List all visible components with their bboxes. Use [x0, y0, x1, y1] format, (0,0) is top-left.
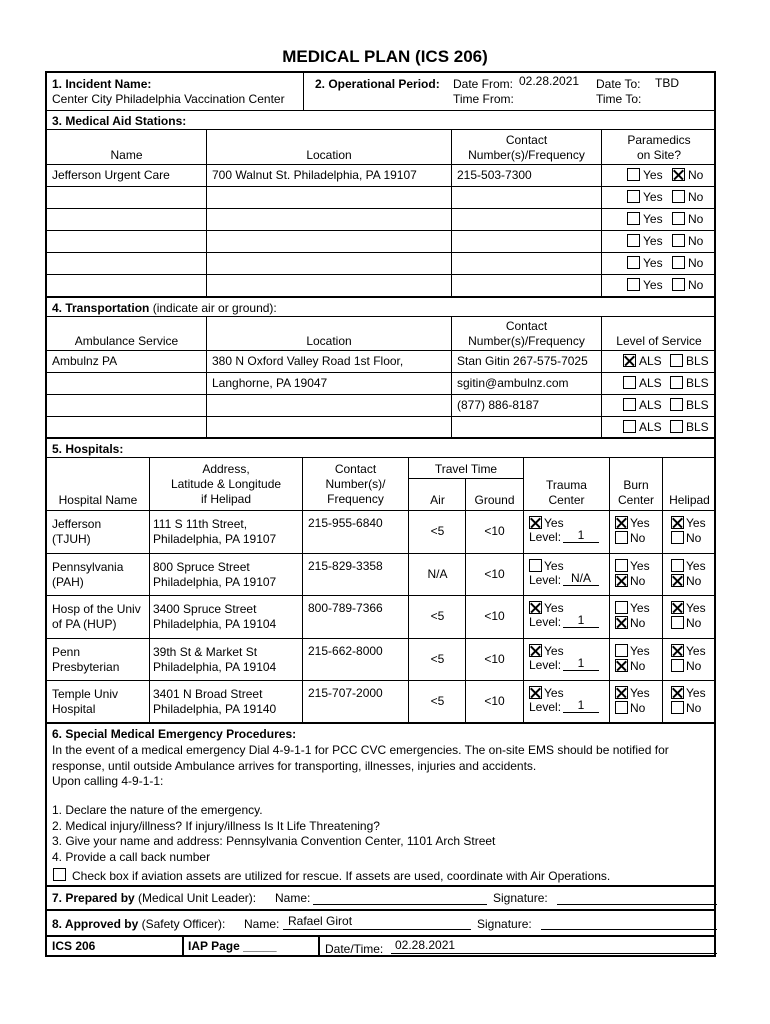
- helipad-no-label: No: [686, 573, 702, 588]
- hospital-col-divider: [523, 457, 524, 722]
- helipad-no-checkbox[interactable]: [671, 531, 684, 544]
- hospital-contact: 215-707-2000: [308, 686, 383, 700]
- time-to-label: Time To:: [596, 92, 642, 106]
- hospital-row-divider: [47, 510, 714, 511]
- hospital-address-2: Philadelphia, PA 19140: [153, 702, 277, 716]
- trauma-yes-label: Yes: [544, 601, 564, 615]
- burn-no-checkbox[interactable]: [615, 701, 628, 714]
- transport-row-divider: [47, 372, 714, 373]
- trauma-level-value[interactable]: 1: [577, 698, 585, 712]
- hospital-col-divider: [302, 457, 303, 722]
- aid-row-divider: [47, 230, 714, 231]
- prepared-sig-label: Signature:: [493, 891, 548, 905]
- transport-col-divider: [601, 316, 602, 437]
- transport-col-level: Level of Service: [616, 334, 702, 348]
- burn-no-label: No: [630, 616, 646, 630]
- burn-no-label: No: [630, 701, 646, 715]
- burn-yes-label: Yes: [630, 516, 650, 530]
- hosp-col-travel: Travel Time: [434, 462, 498, 476]
- helipad-yes-label: Yes: [686, 601, 706, 615]
- aid-row-divider: [47, 252, 714, 253]
- operational-period-label: 2. Operational Period:: [315, 77, 440, 91]
- aid-col-location: Location: [306, 148, 352, 162]
- prepared-by-role: (Medical Unit Leader):: [134, 891, 257, 905]
- procedures-p2: response, until outside Ambulance arrives for transporting, illnesses, injuries and accidents.: [52, 759, 537, 773]
- paramedics-no-checkbox[interactable]: [672, 234, 685, 247]
- transport-label: 4. Transportation: [52, 301, 150, 315]
- als-checkbox[interactable]: [623, 398, 636, 411]
- aid-row-divider: [47, 274, 714, 275]
- hospital-col-divider: [662, 457, 663, 722]
- aid-col-name: Name: [110, 148, 143, 162]
- helipad-no-checkbox[interactable]: [671, 616, 684, 629]
- paramedics-yes-checkbox[interactable]: [627, 278, 640, 291]
- paramedics-no-checkbox[interactable]: [672, 212, 685, 225]
- hospital-air-time: N/A: [427, 566, 448, 581]
- trauma-level-value[interactable]: N/A: [570, 570, 591, 585]
- paramedics-yes-label: Yes: [643, 168, 663, 182]
- helipad-yes-checkbox[interactable]: [671, 686, 684, 699]
- paramedics-yes-label: Yes: [643, 256, 663, 270]
- hospital-ground-time: <10: [484, 609, 505, 623]
- hosp-col-trauma: Trauma: [546, 478, 587, 492]
- procedure-step-1: 1. Declare the nature of the emergency.: [52, 803, 263, 817]
- aid-col-contact: Contact: [505, 133, 548, 147]
- trauma-yes-checkbox[interactable]: [529, 686, 542, 699]
- helipad-yes-checkbox[interactable]: [671, 559, 684, 572]
- helipad-no-checkbox[interactable]: [671, 659, 684, 672]
- paramedics-yes-label: Yes: [643, 234, 663, 248]
- hosp-col-address: Address,: [202, 462, 250, 476]
- aid-row-divider: [47, 164, 714, 165]
- bls-label: BLS: [686, 420, 709, 434]
- procedure-step-4: 4. Provide a call back number: [52, 850, 211, 864]
- form-id: ICS 206: [52, 939, 96, 953]
- transport-label-wrap: [52, 301, 277, 315]
- paramedics-yes-label: Yes: [643, 190, 663, 204]
- helipad-no-label: No: [686, 531, 702, 545]
- als-label: ALS: [639, 398, 662, 412]
- aid-col-divider: [206, 129, 207, 296]
- bls-checkbox[interactable]: [670, 420, 683, 433]
- helipad-no-checkbox[interactable]: [671, 701, 684, 714]
- hospital-name-2: Hospital: [52, 702, 96, 716]
- aviation-text: Check box if aviation assets are utilized for rescue. If assets are used, coordinate with Air Operations.: [72, 869, 611, 883]
- hospital-name: Hosp of the Univ: [52, 602, 141, 616]
- hospital-address: 111 S 11th Street,: [153, 517, 248, 531]
- hospital-air-time: <5: [430, 651, 445, 666]
- burn-no-label: No: [630, 573, 646, 588]
- bls-label: BLS: [686, 354, 709, 368]
- hosp-col-address-3: if Helipad: [200, 492, 252, 506]
- burn-yes-checkbox[interactable]: [615, 601, 628, 614]
- transport-row-location: 380 N Oxford Valley Road 1st Floor,: [212, 354, 404, 368]
- hospital-name-2: of PA (HUP): [52, 617, 117, 631]
- hospital-name-2: Presbyterian: [52, 659, 120, 674]
- trauma-level-label: Level:: [529, 615, 562, 629]
- approved-sig-label: Signature:: [477, 917, 532, 931]
- helipad-no-checkbox[interactable]: [671, 574, 684, 587]
- approved-by-label: 8. Approved by: [52, 917, 139, 931]
- helipad-yes-checkbox[interactable]: [671, 516, 684, 529]
- hosp-col-contact-3: Frequency: [327, 492, 384, 506]
- hospital-address-2: Philadelphia, PA 19104: [153, 659, 277, 674]
- transport-col-service: Ambulance Service: [74, 334, 179, 348]
- aid-col-contact-2: Number(s)/Frequency: [468, 148, 585, 162]
- prepared-name-label: Name:: [275, 891, 311, 905]
- paramedics-yes-label: Yes: [643, 212, 663, 226]
- helipad-yes-label: Yes: [686, 686, 706, 700]
- paramedics-no-label: No: [688, 256, 704, 270]
- paramedics-no-checkbox[interactable]: [672, 278, 685, 291]
- procedures-p1: In the event of a medical emergency Dial 4-9-1-1 for PCC CVC emergencies. The on-site EMS should be notified for: [52, 743, 669, 757]
- hospital-ground-time: <10: [484, 651, 505, 666]
- transport-col-contact-2: Number(s)/Frequency: [468, 334, 585, 348]
- paramedics-yes-checkbox[interactable]: [627, 190, 640, 203]
- procedures-p3: Upon calling 4-9-1-1:: [52, 774, 164, 788]
- trauma-yes-label: Yes: [544, 643, 564, 658]
- paramedics-no-checkbox[interactable]: [672, 256, 685, 269]
- hospital-ground-time: <10: [484, 566, 505, 581]
- paramedics-no-checkbox[interactable]: [672, 190, 685, 203]
- aid-col-paramedics: Paramedics: [627, 133, 691, 147]
- transport-col-location: Location: [306, 334, 352, 348]
- hospital-air-time: <5: [430, 609, 445, 623]
- helipad-no-label: No: [686, 701, 702, 715]
- helipad-no-label: No: [686, 658, 702, 673]
- trauma-level-label: Level:: [529, 700, 562, 714]
- helipad-yes-label: Yes: [686, 516, 706, 530]
- procedure-step-2: 2. Medical injury/illness? If injury/illness Is It Life Threatening?: [52, 819, 380, 833]
- aid-row-contact: 215-503-7300: [457, 168, 532, 182]
- bls-label: BLS: [686, 376, 709, 390]
- hospital-name: Pennsylvania: [52, 559, 124, 574]
- hospital-col-divider: [408, 457, 409, 722]
- prepared-name-field[interactable]: [313, 904, 487, 905]
- burn-no-label: No: [630, 658, 646, 673]
- hospital-address: 39th St & Market St: [153, 644, 258, 659]
- transport-col-divider: [206, 316, 207, 437]
- burn-no-checkbox[interactable]: [615, 574, 628, 587]
- hospitals-label: 5. Hospitals:: [52, 442, 124, 456]
- procedures-label: 6. Special Medical Emergency Procedures:: [52, 727, 297, 741]
- transport-col-divider: [451, 316, 452, 437]
- approved-name-value[interactable]: Rafael Girot: [288, 914, 353, 928]
- paramedics-no-checkbox[interactable]: [672, 168, 685, 181]
- hosp-col-name: Hospital Name: [58, 493, 138, 507]
- trauma-level-value[interactable]: 1: [577, 528, 585, 542]
- helipad-yes-checkbox[interactable]: [671, 644, 684, 657]
- hospital-name: Jefferson: [52, 517, 102, 531]
- paramedics-yes-label: Yes: [643, 278, 663, 292]
- bls-checkbox[interactable]: [670, 354, 683, 367]
- hosp-col-ground: Ground: [474, 493, 515, 507]
- transport-row-contact: sgitin@ambulnz.com: [457, 376, 569, 390]
- hospital-contact: 215-955-6840: [308, 516, 383, 530]
- bls-checkbox[interactable]: [670, 376, 683, 389]
- aid-row-divider: [47, 186, 714, 187]
- paramedics-no-label: No: [688, 278, 704, 292]
- hospital-col-divider: [149, 457, 150, 722]
- trauma-yes-checkbox[interactable]: [529, 516, 542, 529]
- prepared-by-wrap: [52, 891, 256, 905]
- transport-row-divider: [47, 416, 714, 417]
- paramedics-no-label: No: [688, 212, 704, 226]
- hospital-contact: 215-662-8000: [308, 643, 383, 658]
- burn-yes-label: Yes: [630, 601, 650, 615]
- aid-row-divider: [47, 208, 714, 209]
- approved-name-underline: [283, 929, 471, 930]
- medical-plan-form: [45, 71, 716, 957]
- bls-checkbox[interactable]: [670, 398, 683, 411]
- trauma-yes-label: Yes: [544, 686, 564, 700]
- helipad-yes-label: Yes: [686, 558, 706, 573]
- hosp-col-burn: Burn: [623, 478, 649, 492]
- hospital-air-time: <5: [430, 694, 445, 708]
- procedure-step-3: 3. Give your name and address: Pennsylvania Convention Center, 1101 Arch Street: [52, 834, 496, 848]
- hospital-address-2: Philadelphia, PA 19104: [153, 617, 277, 631]
- hospital-ground-time: <10: [484, 694, 505, 708]
- prepared-by-label: 7. Prepared by: [52, 891, 135, 905]
- hosp-col-contact-2: Number(s)/: [325, 477, 386, 491]
- hospital-row-divider: [47, 595, 714, 596]
- hospital-ground-time: <10: [484, 524, 505, 538]
- helipad-yes-label: Yes: [686, 643, 706, 658]
- page-title: MEDICAL PLAN (ICS 206): [282, 47, 488, 66]
- approved-by-wrap: [52, 917, 225, 931]
- burn-yes-checkbox[interactable]: [615, 686, 628, 699]
- time-from-label: Time From:: [453, 92, 514, 106]
- aid-col-divider: [451, 129, 452, 296]
- burn-yes-checkbox[interactable]: [615, 559, 628, 572]
- trauma-level-value[interactable]: 1: [577, 655, 585, 670]
- trauma-level-underline: [563, 712, 599, 713]
- als-checkbox[interactable]: [623, 354, 636, 367]
- trauma-yes-label: Yes: [544, 516, 564, 530]
- hospital-contact: 215-829-3358: [308, 558, 383, 573]
- burn-yes-checkbox[interactable]: [615, 516, 628, 529]
- prepared-sig-field[interactable]: [557, 904, 717, 905]
- date-from-value[interactable]: 02.28.2021: [519, 74, 580, 88]
- hosp-col-address-2: Latitude & Longitude: [170, 477, 282, 491]
- transport-row-contact: Stan Gitin 267-575-7025: [457, 354, 588, 368]
- burn-yes-checkbox[interactable]: [615, 644, 628, 657]
- incident-name-value[interactable]: Center City Philadelphia Vaccination Center: [52, 92, 285, 106]
- incident-name-label: 1. Incident Name:: [52, 77, 152, 91]
- trauma-level-underline: [563, 585, 599, 586]
- paramedics-yes-checkbox[interactable]: [627, 234, 640, 247]
- trauma-level-label: Level:: [529, 530, 562, 544]
- paramedics-yes-checkbox[interactable]: [627, 256, 640, 269]
- hosp-col-burn-2: Center: [617, 493, 655, 507]
- hospital-address-2: Philadelphia, PA 19107: [153, 532, 277, 546]
- hospital-air-time: <5: [430, 524, 445, 538]
- paramedics-no-label: No: [688, 190, 704, 204]
- als-label: ALS: [639, 354, 662, 368]
- hosp-col-contact: Contact: [334, 462, 377, 476]
- date-to-label: Date To:: [596, 77, 641, 91]
- transport-col-contact: Contact: [505, 319, 548, 333]
- aid-col-paramedics-2: on Site?: [636, 148, 682, 162]
- als-checkbox[interactable]: [623, 420, 636, 433]
- helipad-yes-checkbox[interactable]: [671, 601, 684, 614]
- trauma-yes-label: Yes: [544, 558, 564, 573]
- hospital-address: 3400 Spruce Street: [153, 602, 257, 616]
- als-label: ALS: [639, 376, 662, 390]
- datetime-underline: [391, 953, 717, 954]
- hospital-row-divider: [47, 638, 714, 639]
- approved-name-label: Name:: [244, 917, 280, 931]
- trauma-level-value[interactable]: 1: [577, 613, 585, 627]
- hospital-name-2: (PAH): [52, 574, 84, 589]
- helipad-no-label: No: [686, 616, 702, 630]
- transport-row-contact: (877) 886-8187: [457, 398, 540, 412]
- hospital-contact: 800-789-7366: [308, 601, 383, 615]
- hosp-col-air: Air: [430, 493, 445, 507]
- hospital-col-divider: [609, 457, 610, 722]
- trauma-yes-checkbox[interactable]: [529, 644, 542, 657]
- hospital-address: 3401 N Broad Street: [153, 687, 263, 701]
- approved-sig-field[interactable]: [541, 929, 717, 930]
- trauma-level-underline: [563, 627, 599, 628]
- trauma-yes-checkbox[interactable]: [529, 559, 542, 572]
- datetime-value[interactable]: 02.28.2021: [395, 938, 456, 952]
- hospital-address: 800 Spruce Street: [153, 559, 250, 574]
- iap-page[interactable]: IAP Page _____: [188, 939, 277, 953]
- aviation-checkbox[interactable]: [53, 868, 66, 881]
- approved-by-role: (Safety Officer):: [138, 917, 226, 931]
- date-to-value[interactable]: TBD: [655, 76, 679, 90]
- transport-row-location: Langhorne, PA 19047: [212, 376, 328, 390]
- hosp-col-trauma-2: Center: [548, 493, 585, 507]
- hospital-row-divider: [47, 553, 714, 554]
- datetime-label: Date/Time:: [325, 942, 384, 956]
- hospital-name: Temple Univ: [52, 687, 119, 701]
- als-checkbox[interactable]: [623, 376, 636, 389]
- trauma-level-label: Level:: [529, 657, 562, 672]
- paramedics-no-label: No: [688, 234, 704, 248]
- burn-no-checkbox[interactable]: [615, 616, 628, 629]
- als-label: ALS: [639, 420, 662, 434]
- burn-no-label: No: [630, 531, 646, 545]
- burn-yes-label: Yes: [630, 686, 650, 700]
- burn-yes-label: Yes: [630, 558, 650, 573]
- hospital-name: Penn: [52, 644, 81, 659]
- paramedics-yes-checkbox[interactable]: [627, 168, 640, 181]
- trauma-yes-checkbox[interactable]: [529, 601, 542, 614]
- burn-no-checkbox[interactable]: [615, 531, 628, 544]
- hosp-col-helipad: Helipad: [669, 493, 710, 507]
- hospital-row-divider: [47, 680, 714, 681]
- bls-label: BLS: [686, 398, 709, 412]
- paramedics-no-label: No: [688, 168, 704, 182]
- trauma-level-underline: [563, 670, 599, 671]
- transport-row-divider: [47, 394, 714, 395]
- aid-row-name: Jefferson Urgent Care: [52, 168, 170, 182]
- hospital-name-2: (TJUH): [52, 532, 91, 546]
- trauma-level-underline: [563, 542, 599, 543]
- transport-row-service: Ambulnz PA: [52, 354, 118, 368]
- paramedics-yes-checkbox[interactable]: [627, 212, 640, 225]
- aid-col-divider: [601, 129, 602, 296]
- transport-row-divider: [47, 350, 714, 351]
- aid-row-location: 700 Walnut St. Philadelphia, PA 19107: [212, 168, 417, 182]
- hospital-col-divider: [465, 478, 466, 722]
- trauma-level-label: Level:: [529, 572, 562, 587]
- date-from-label: Date From:: [453, 77, 514, 91]
- aid-stations-label: 3. Medical Aid Stations:: [52, 114, 187, 128]
- burn-yes-label: Yes: [630, 643, 650, 658]
- hospital-address-2: Philadelphia, PA 19107: [153, 574, 277, 589]
- transport-label-suffix: (indicate air or ground):: [149, 301, 277, 315]
- burn-no-checkbox[interactable]: [615, 659, 628, 672]
